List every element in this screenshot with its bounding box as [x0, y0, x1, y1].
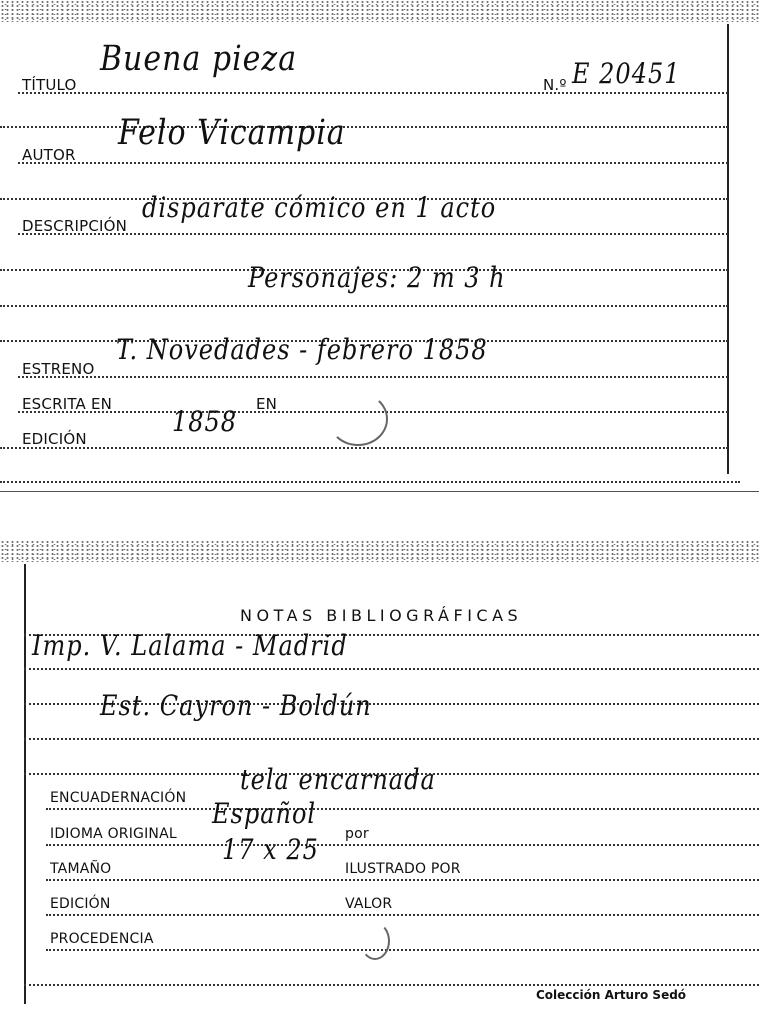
estreno-value: T. Novedades - febrero 1858 — [116, 333, 488, 366]
rule-autor — [18, 162, 728, 164]
autor-value: Felo Vicampia — [118, 112, 346, 153]
rule-titulo — [18, 92, 728, 94]
rule-tamano — [46, 879, 759, 881]
idioma-original-label: IDIOMA ORIGINAL — [50, 826, 177, 842]
rule-estreno — [18, 376, 728, 378]
edicion-value: 1858 — [172, 405, 238, 438]
tamano-label: TAMAÑO — [50, 861, 112, 877]
numero-label: N.º — [543, 76, 567, 94]
rule-idioma — [46, 844, 759, 846]
note-line-1: Imp. V. Lalama - Madrid — [32, 629, 348, 662]
rule-encuadernacion — [46, 808, 759, 810]
note-line-2: Est. Cayron - Boldún — [100, 689, 372, 722]
scan-noise-top-edge — [0, 0, 759, 22]
scan-noise-bottom-card-edge — [0, 540, 759, 562]
por-label: por — [345, 826, 369, 842]
estreno-label: ESTRENO — [22, 360, 95, 378]
descripcion-label: DESCRIPCIÓN — [22, 217, 128, 235]
descripcion-value: disparate cómico en 1 acto — [142, 191, 497, 224]
escrita-en-label: ESCRITA EN — [22, 395, 113, 413]
card-separator-line — [0, 491, 759, 492]
stamp-mark — [328, 392, 388, 446]
edicion-label-2: EDICIÓN — [50, 896, 111, 912]
titulo-value: Buena pieza — [100, 38, 298, 79]
catalog-card-back — [0, 540, 759, 1028]
autor-label: AUTOR — [22, 146, 76, 164]
catalog-card-front — [0, 0, 759, 492]
ilustrado-por-label: ILUSTRADO POR — [345, 861, 461, 877]
procedencia-label: PROCEDENCIA — [50, 931, 154, 947]
encuadernacion-label: ENCUADERNACIÓN — [50, 790, 187, 806]
rule-notes-2 — [24, 668, 759, 670]
rule-personajes — [0, 305, 728, 307]
numero-value: E 20451 — [572, 57, 681, 90]
encuadernacion-value: tela encarnada — [240, 763, 436, 796]
personajes-value: Personajes: 2 m 3 h — [248, 261, 506, 294]
stamp-mark-2 — [360, 922, 390, 960]
rule-edicion — [0, 447, 728, 449]
rule-final — [24, 984, 759, 986]
idioma-original-value: Español — [212, 797, 317, 830]
notas-heading: NOTAS BIBLIOGRÁFICAS — [240, 606, 523, 625]
en-label: EN — [256, 395, 278, 413]
titulo-label: TÍTULO — [22, 76, 77, 94]
card-left-border — [24, 564, 26, 1004]
rule-bottom — [0, 481, 740, 483]
tamano-value: 17 x 25 — [222, 833, 319, 866]
rule-blank-1 — [0, 126, 728, 128]
collection-credit: Colección Arturo Sedó — [536, 988, 687, 1002]
valor-label: VALOR — [345, 896, 393, 912]
rule-procedencia — [46, 949, 759, 951]
edicion-label: EDICIÓN — [22, 430, 87, 448]
rule-edicion-2 — [46, 914, 759, 916]
rule-notes-4 — [24, 738, 759, 740]
